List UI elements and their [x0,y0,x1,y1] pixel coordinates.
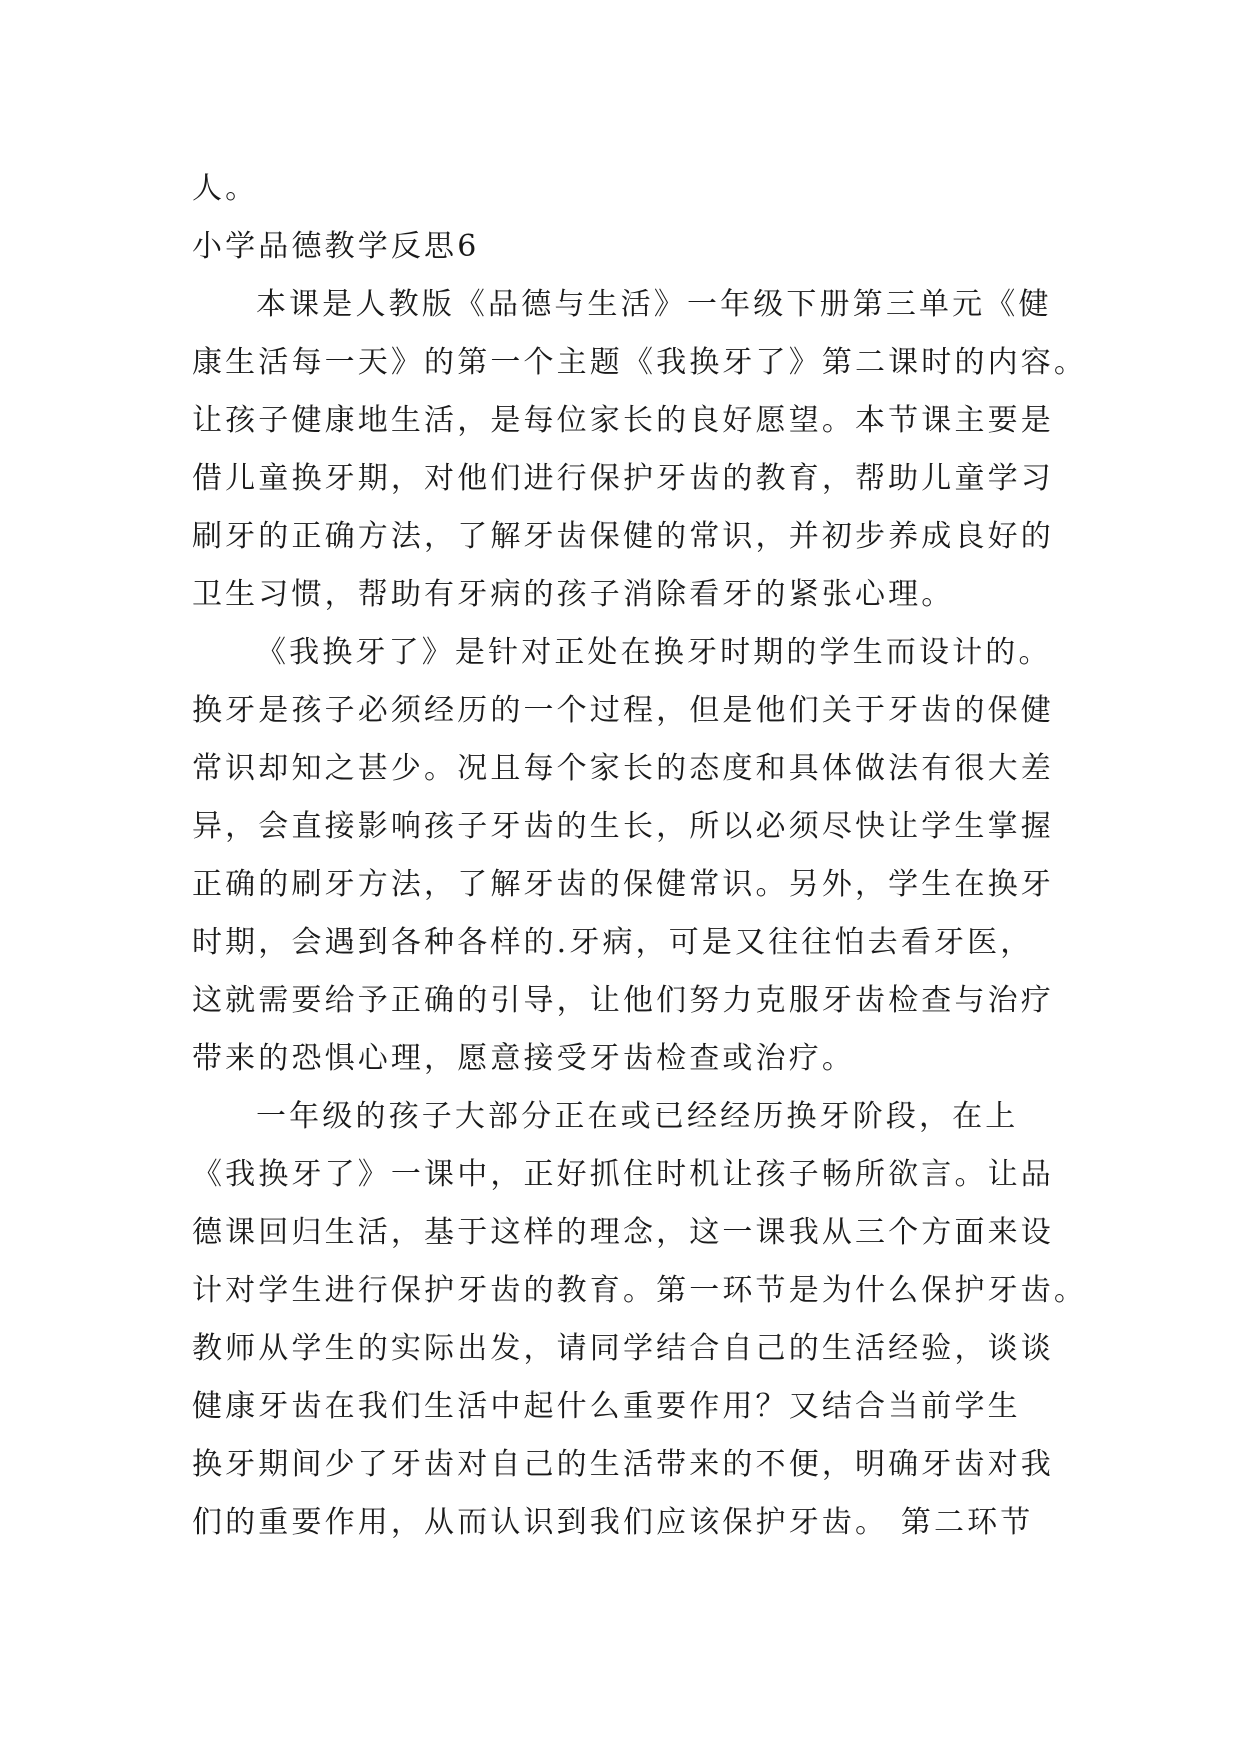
text-line: 《我换牙了》一课中，正好抓住时机让孩子畅所欲言。让品 [192,1157,1054,1192]
text-line: 计对学生进行保护牙齿的教育。第一环节是为什么保护牙齿。 [192,1273,1088,1308]
text-line: 德课回归生活，基于这样的理念，这一课我从三个方面来设 [192,1215,1054,1250]
text-line: 常识却知之甚少。况且每个家长的态度和具体做法有很大差 [192,751,1054,786]
text-line: 本课是人教版《品德与生活》一年级下册第三单元《健 [256,287,1052,322]
text-line: 一年级的孩子大部分正在或已经经历换牙阶段，在上 [256,1099,1019,1134]
text-line: 换牙是孩子必须经历的一个过程，但是他们关于牙齿的保健 [192,693,1054,728]
text-line: 异，会直接影响孩子牙齿的生长，所以必须尽快让学生掌握 [192,809,1054,844]
section-heading: 小学品德教学反思6 [192,229,480,264]
text-line: 教师从学生的实际出发，请同学结合自己的生活经验，谈谈 [192,1331,1054,1366]
text-line: 正确的刷牙方法，了解牙齿的保健常识。另外，学生在换牙 [192,867,1054,902]
text-line: 带来的恐惧心理，愿意接受牙齿检查或治疗。 [192,1041,855,1076]
text-line: 健康牙齿在我们生活中起什么重要作用？又结合当前学生 [192,1389,1021,1424]
text-line: 人。 [192,171,259,206]
text-line: 让孩子健康地生活，是每位家长的良好愿望。本节课主要是 [192,403,1054,438]
text-line: 刷牙的正确方法，了解牙齿保健的常识，并初步养成良好的 [192,519,1054,554]
text-line: 换牙期间少了牙齿对自己的生活带来的不便，明确牙齿对我 [192,1447,1054,1482]
text-line: 康生活每一天》的第一个主题《我换牙了》第二课时的内容。 [192,345,1088,380]
text-line: 卫生习惯，帮助有牙病的孩子消除看牙的紧张心理。 [192,577,955,612]
text-line: 这就需要给予正确的引导，让他们努力克服牙齿检查与治疗 [192,983,1054,1018]
text-line: 《我换牙了》是针对正处在换牙时期的学生而设计的。 [256,635,1052,670]
text-line: 时期，会遇到各种各样的.牙病，可是又往往怕去看牙医， [192,925,1034,960]
text-line: 们的重要作用，从而认识到我们应该保护牙齿。 第二环节 [192,1505,1034,1540]
text-line: 借儿童换牙期，对他们进行保护牙齿的教育，帮助儿童学习 [192,461,1054,496]
body-text [192,160,1088,1552]
